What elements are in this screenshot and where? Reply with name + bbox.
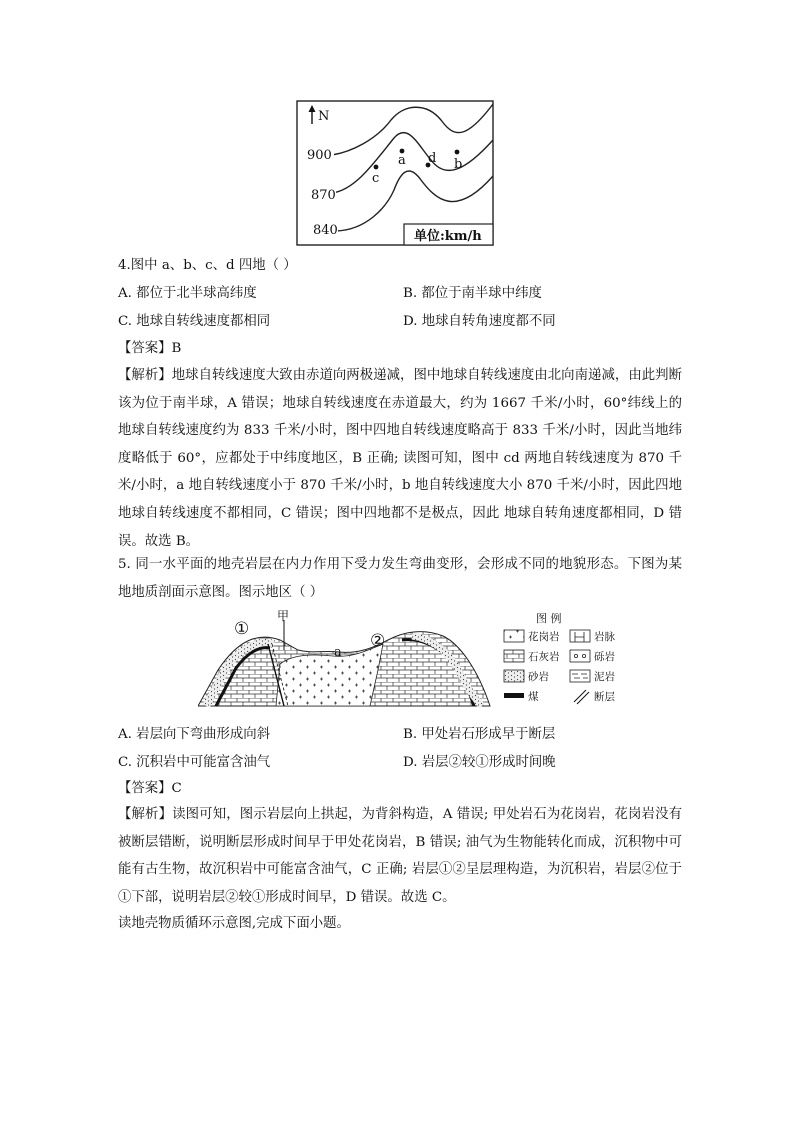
q4-stem: 4.图中 a、b、c、d 四地（ ） [118,258,297,273]
svg-text:煤: 煤 [528,691,539,703]
layer-label-2: ② [370,631,386,651]
q5-analysis: 【解析】读图可知，图示岩层向上拱起，为背斜构造，A 错误; 甲处岩石为花岗岩，花岗岩没有被断层错断，说明断层形成时间早于甲处花岗岩，B 错误; 油气为生物能转化而成，沉积物中可能有古生物，故沉积岩中可能富含油气，C 正确; 岩层①②呈层理构造，为沉积岩，岩层②位于①下部，说明岩层②较①形成时间早，D 错误。故选 C。 [118,807,682,905]
label-jia: 甲 [277,610,290,623]
q4-option-c[interactable]: C. 地球自转线速度都相同 [118,314,271,329]
legend-item-coal [504,690,539,703]
q4-analysis: 【解析】地球自转线速度大致由赤道向两极递减，图中地球自转线速度由北向南递减，由此判断该为位于南半球，A 错误；地球自转线速度在赤道最大，约为 1667 千米/小时，60°纬线上的地球自转线速度约为 833 千米/小时，图中四地自转线速度略高于 833 千米/小时，因此当地纬度略低于 60°，应都处于中纬度地区，B 正确; 读图可知，图中 cd 两地自转线速度为 870 千米/小时，a 地自转线速度小于 870 千米/小时，b 地自转线速度大小 870 千米/小时，因此四地地球自转线速度不都相同，C 错误；图中四地都不是极点，因此 地球自转角速度都相同，D 错误。故选 B。 [118,368,682,549]
svg-text:泥岩: 泥岩 [594,671,615,683]
svg-text:岩脉: 岩脉 [594,631,615,643]
q4-answer: 【答案】B [118,341,182,356]
svg-text:砾岩: 砾岩 [594,651,615,663]
legend-item-granite [504,630,560,643]
q4-option-d[interactable]: D. 地球自转角速度都不同 [403,314,556,329]
legend-item-sandstone [504,670,549,683]
isoline-label-840: 840 [313,223,338,238]
point-d-label: d [428,151,437,166]
geology-section-figure [198,610,624,710]
q5-option-c[interactable]: C. 沉积岩中可能富含油气 [118,755,271,770]
svg-text:花岗岩: 花岗岩 [528,631,560,643]
legend-item-mudstone [570,670,615,683]
label-a: a [334,645,342,660]
layer-label-1: ① [234,619,250,639]
svg-text:石灰岩: 石灰岩 [528,651,560,663]
legend-item-limestone [504,650,560,663]
point-a-label: a [398,153,406,168]
legend-item-fault [574,690,615,704]
point-b-label: b [454,157,463,172]
q5-option-b[interactable]: B. 甲处岩石形成早于断层 [403,727,556,742]
q5-stem: 5. 同一水平面的地壳岩层在内力作用下受力发生弯曲变形，会形成不同的地貌形态。下图为某地地质剖面示意图。图示地区（ ） [118,557,682,600]
q5-option-a[interactable]: A. 岩层向下弯曲形成向斜 [118,727,271,742]
point-c-marker [374,165,379,170]
legend-title: 图 例 [536,612,562,625]
q5-answer: 【答案】C [118,781,182,796]
isoline-label-900: 900 [307,148,332,163]
north-label: N [318,109,330,124]
q4-option-b[interactable]: B. 都位于南半球中纬度 [403,286,542,301]
legend-item-dike [570,630,615,643]
q5-option-d[interactable]: D. 岩层②较①形成时间晚 [403,755,556,770]
point-b-marker [455,150,460,155]
svg-text:砂岩: 砂岩 [528,671,549,683]
unit-label: 单位:km/h [414,229,482,244]
q4-option-a[interactable]: A. 都位于北半球高纬度 [118,286,257,301]
svg-text:断层: 断层 [594,691,615,703]
isoline-figure [296,100,495,248]
isoline-label-870: 870 [311,188,336,203]
point-c-label: c [372,171,380,186]
legend-item-conglomerate [570,650,615,663]
next-section-intro: 读地壳物质循环示意图,完成下面小题。 [118,916,350,931]
